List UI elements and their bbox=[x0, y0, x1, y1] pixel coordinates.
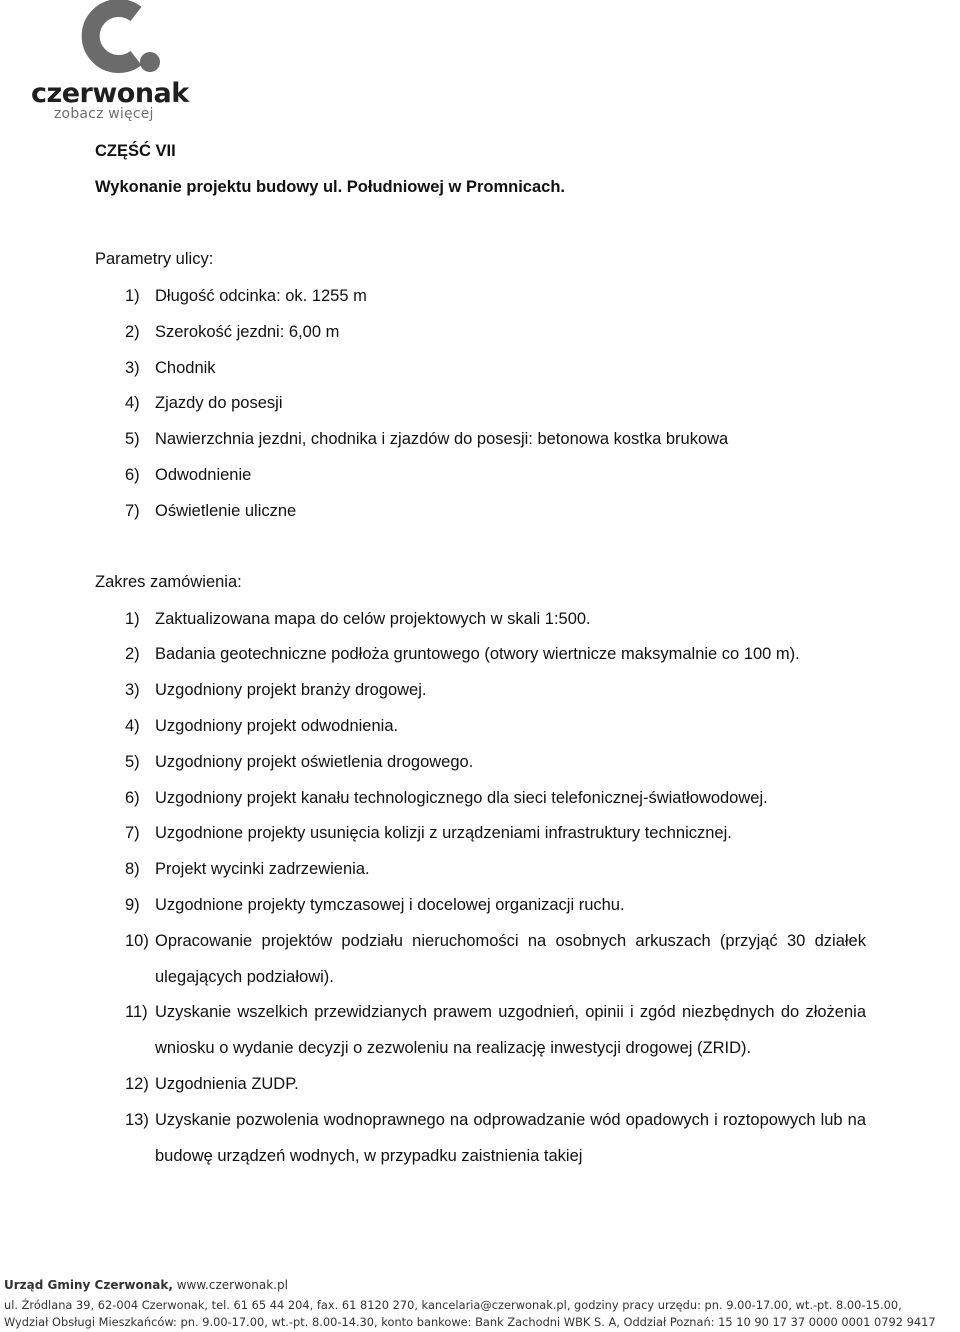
list-item-number: 1) bbox=[125, 609, 140, 628]
list-item bbox=[125, 494, 866, 530]
logo-wordmark: czerwonak bbox=[31, 78, 189, 109]
logo-c-mark-icon bbox=[68, 0, 198, 80]
list-item bbox=[125, 279, 866, 315]
list-item bbox=[125, 422, 866, 458]
list-item-text: Nawierzchnia jezdni, chodnika i zjazdów do posesji: betonowa kostka brukowa bbox=[155, 430, 729, 449]
list-item bbox=[125, 637, 866, 673]
part-title: CZĘŚĆ VII bbox=[95, 142, 176, 160]
list-item-number: 9) bbox=[125, 895, 140, 914]
list-item-number: 2) bbox=[125, 645, 140, 664]
list-item bbox=[125, 709, 866, 745]
list-item-text: Uzgodniony projekt kanału technologicznego dla sieci telefonicznej-światłowodowej. bbox=[155, 788, 768, 807]
list-item-number: 4) bbox=[125, 394, 140, 413]
scope-label: Zakres zamówienia: bbox=[95, 572, 242, 591]
list-item bbox=[125, 888, 866, 924]
list-item bbox=[125, 924, 866, 996]
list-item bbox=[125, 351, 866, 387]
footer-org-name: Urząd Gminy Czerwonak, bbox=[4, 1278, 173, 1292]
list-item bbox=[125, 673, 866, 709]
list-item-text: Szerokość jezdni: 6,00 m bbox=[155, 322, 340, 341]
document-body bbox=[95, 135, 866, 1174]
footer-address-line: ul. Źródlana 39, 62-004 Czerwonak, tel. 61 65 44 204, fax. 61 8120 270, kancelaria@czerwonak.pl, godziny pracy urzędu: pn. 9.00-17.00, wt.-pt. 8.00-15.00, bbox=[4, 1298, 902, 1312]
list-item-number: 5) bbox=[125, 752, 140, 771]
list-item bbox=[125, 745, 866, 781]
list-item bbox=[125, 458, 866, 494]
list-item-text: Chodnik bbox=[155, 358, 216, 377]
list-item-text: Uzgodnione projekty tymczasowej i docelowej organizacji ruchu. bbox=[155, 895, 625, 914]
list-item-number: 6) bbox=[125, 788, 140, 807]
params-list bbox=[95, 279, 866, 530]
list-item-text: Długość odcinka: ok. 1255 m bbox=[155, 287, 367, 305]
list-item bbox=[125, 781, 866, 817]
logo bbox=[28, 0, 198, 126]
list-item-number: 2) bbox=[125, 322, 140, 341]
list-item bbox=[125, 852, 866, 888]
list-item-text: Uzgodniony projekt branży drogowej. bbox=[155, 681, 427, 700]
list-item bbox=[125, 386, 866, 422]
list-item-number: 12) bbox=[125, 1074, 149, 1093]
footer-line-1 bbox=[4, 1278, 288, 1292]
list-item-number: 4) bbox=[125, 716, 140, 735]
list-item-number: 6) bbox=[125, 465, 140, 484]
list-item-number: 3) bbox=[125, 358, 140, 377]
list-item-text: Odwodnienie bbox=[155, 465, 252, 484]
list-item-number: 1) bbox=[125, 287, 140, 305]
list-item-number: 5) bbox=[125, 430, 140, 449]
list-item-number: 11) bbox=[125, 1003, 148, 1022]
footer bbox=[0, 1272, 960, 1332]
document-title: Wykonanie projektu budowy ul. Południowej w Promnicach. bbox=[95, 178, 566, 196]
list-item bbox=[125, 602, 866, 638]
list-item-number: 7) bbox=[125, 501, 140, 520]
logo-tagline: zobacz więcej bbox=[54, 106, 154, 122]
list-item-text: Uzgodniony projekt odwodnienia. bbox=[155, 716, 399, 735]
list-item-number: 10) bbox=[125, 931, 149, 950]
list-item bbox=[125, 1067, 866, 1103]
list-item-text: Uzgodnienia ZUDP. bbox=[155, 1074, 299, 1093]
list-item-text: Oświetlenie uliczne bbox=[155, 501, 297, 520]
scope-list bbox=[95, 602, 866, 1175]
list-item bbox=[125, 816, 866, 852]
list-item-text: Opracowanie projektów podziału nieruchomości na osobnych arkuszach (przyjąć 30 działek ulegających podziałowi). bbox=[155, 931, 866, 986]
list-item-number: 7) bbox=[125, 824, 140, 843]
list-item-number: 3) bbox=[125, 681, 140, 700]
list-item-text: Uzyskanie wszelkich przewidzianych prawem uzgodnień, opinii i zgód niezbędnych do złożenia wniosku o wydanie decyzji o zezwoleniu na realizację inwestycji drogowej (ZRID). bbox=[155, 1003, 866, 1058]
list-item-text: Uzgodniony projekt oświetlenia drogowego. bbox=[155, 752, 474, 771]
list-item-text: Zjazdy do posesji bbox=[155, 394, 283, 413]
list-item-text: Uzyskanie pozwolenia wodnoprawnego na odprowadzanie wód opadowych i roztopowych lub na budowę urządzeń wodnych, w przypadku zaistnienia takiej bbox=[155, 1110, 866, 1165]
list-item bbox=[125, 995, 866, 1067]
params-label: Parametry ulicy: bbox=[95, 250, 214, 268]
list-item-number: 8) bbox=[125, 860, 140, 879]
footer-website-link[interactable]: www.czerwonak.pl bbox=[176, 1278, 288, 1292]
footer-office-line: Wydział Obsługi Mieszkańców: pn. 9.00-17.00, wt.-pt. 8.00-14.30, konto bankowe: Bank Zachodni WBK S. A, Oddział Poznań: 15 10 90 17 37 0000 0001 0792 9417 bbox=[4, 1315, 936, 1329]
list-item-number: 13) bbox=[125, 1110, 149, 1129]
list-item-text: Zaktualizowana mapa do celów projektowych w skali 1:500. bbox=[155, 609, 591, 628]
list-item bbox=[125, 1103, 866, 1175]
list-item-text: Uzgodnione projekty usunięcia kolizji z urządzeniami infrastruktury technicznej. bbox=[155, 824, 732, 843]
list-item-text: Badania geotechniczne podłoża gruntowego (otwory wiertnicze maksymalnie co 100 m). bbox=[155, 645, 800, 664]
list-item-text: Projekt wycinki zadrzewienia. bbox=[155, 860, 370, 879]
list-item bbox=[125, 315, 866, 351]
